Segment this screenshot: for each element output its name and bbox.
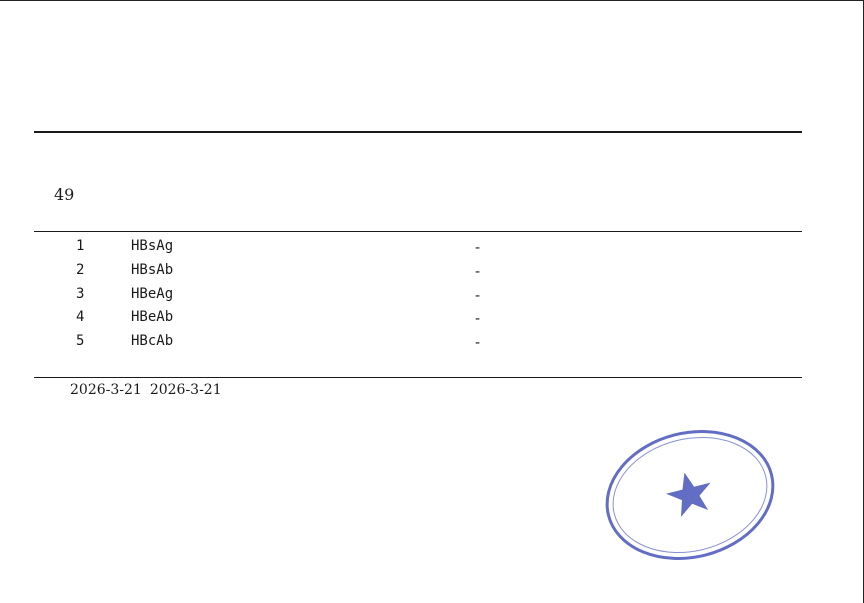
row-1-number: 1 bbox=[76, 238, 85, 254]
row-4-number: 4 bbox=[76, 309, 85, 325]
row-1-result: - bbox=[475, 238, 481, 256]
row-1-code: HBsAg bbox=[131, 238, 174, 254]
row-2-number: 2 bbox=[76, 262, 85, 278]
report-date-value: 2026-3-21 bbox=[149, 382, 222, 398]
patient-age-field bbox=[50, 185, 74, 204]
row-4-code: HBeAb bbox=[131, 309, 174, 325]
patient-age-value: 49 bbox=[54, 185, 75, 204]
row-4-result: - bbox=[475, 309, 481, 327]
table-header-rule bbox=[34, 231, 802, 232]
row-2-code: HBsAb bbox=[131, 262, 174, 278]
row-2-result: - bbox=[475, 262, 481, 280]
row-3-number: 3 bbox=[76, 286, 85, 302]
test-date-value: 2026-3-21 bbox=[70, 382, 142, 398]
report-footer bbox=[66, 382, 230, 398]
official-stamp-seal bbox=[600, 420, 780, 570]
info-top-rule bbox=[34, 131, 802, 133]
row-5-code: HBcAb bbox=[131, 333, 174, 349]
row-5-number: 5 bbox=[76, 333, 85, 349]
frame-top-edge bbox=[0, 0, 864, 1]
table-bottom-rule bbox=[34, 377, 802, 378]
row-3-result: - bbox=[475, 286, 481, 304]
row-3-code: HBeAg bbox=[131, 286, 174, 302]
row-5-result: - bbox=[475, 333, 481, 351]
